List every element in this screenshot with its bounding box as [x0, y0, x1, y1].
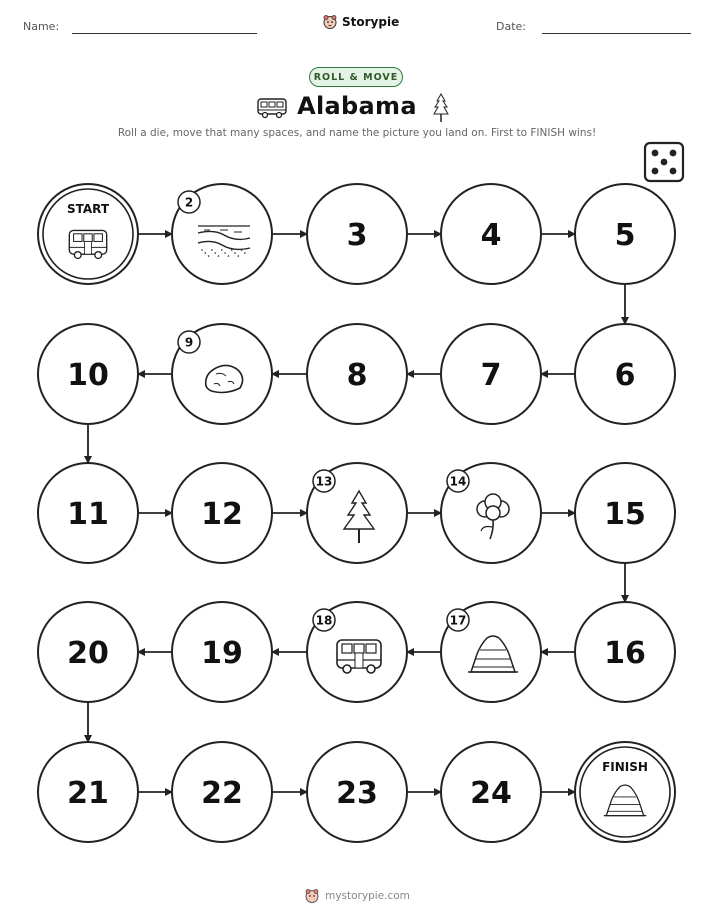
bus-icon	[337, 640, 381, 673]
board-space-18	[307, 602, 407, 702]
space-number: 3	[346, 218, 368, 253]
space-number: 7	[480, 358, 502, 393]
board-space-21	[38, 742, 138, 842]
board-space-10	[38, 324, 138, 424]
bus-icon	[69, 230, 106, 258]
footer-site: mystorypie.com	[325, 890, 410, 902]
space-number: 11	[67, 497, 109, 532]
brand-name: Storypie	[342, 15, 400, 29]
board-space-12	[172, 463, 272, 563]
space-number: 22	[201, 776, 243, 811]
space-number: 5	[614, 218, 636, 253]
space-number: 18	[315, 613, 333, 628]
space-number: 12	[201, 497, 243, 532]
board-space-17	[441, 602, 541, 702]
space-number: 15	[604, 497, 646, 532]
activity-badge: ROLL & MOVE	[309, 67, 403, 87]
board-space-16	[575, 602, 675, 702]
space-number: 8	[346, 358, 368, 393]
board-space-4	[441, 184, 541, 284]
space-number: 14	[449, 474, 467, 489]
board-space-14	[441, 463, 541, 563]
footer	[0, 888, 714, 904]
board-space-3	[307, 184, 407, 284]
space-number: 9	[184, 335, 194, 350]
space-number: 6	[614, 358, 636, 393]
board-space-24	[441, 742, 541, 842]
instructions: Roll a die, move that many spaces, and name the picture you land on. First to FINISH wins!	[117, 127, 597, 139]
board-space-22	[172, 742, 272, 842]
start-space	[38, 184, 138, 284]
board-space-13	[307, 463, 407, 563]
space-number: 24	[470, 776, 512, 811]
space-number: 21	[67, 776, 109, 811]
board-space-6	[575, 324, 675, 424]
space-number: 20	[67, 636, 109, 671]
storypie-mascot-icon	[304, 888, 320, 904]
space-number: 10	[67, 358, 109, 393]
page-title: Alabama	[297, 92, 417, 120]
space-label: START	[66, 202, 110, 216]
space-number: 2	[184, 195, 194, 210]
name-label: Name:	[23, 20, 60, 33]
board-space-2	[172, 184, 272, 284]
board-space-9	[172, 324, 272, 424]
board-space-8	[307, 324, 407, 424]
board-space-20	[38, 602, 138, 702]
date-label: Date:	[496, 20, 526, 33]
board-space-5	[575, 184, 675, 284]
space-number: 13	[315, 474, 333, 489]
space-label: FINISH	[602, 760, 648, 774]
space-number: 23	[336, 776, 378, 811]
space-number: 4	[480, 218, 502, 253]
board-space-11	[38, 463, 138, 563]
board-space-19	[172, 602, 272, 702]
finish-space	[575, 742, 675, 842]
space-number: 19	[201, 636, 243, 671]
space-number: 17	[449, 613, 467, 628]
board-space-23	[307, 742, 407, 842]
board-space-7	[441, 324, 541, 424]
board-space-15	[575, 463, 675, 563]
space-number: 16	[604, 636, 646, 671]
